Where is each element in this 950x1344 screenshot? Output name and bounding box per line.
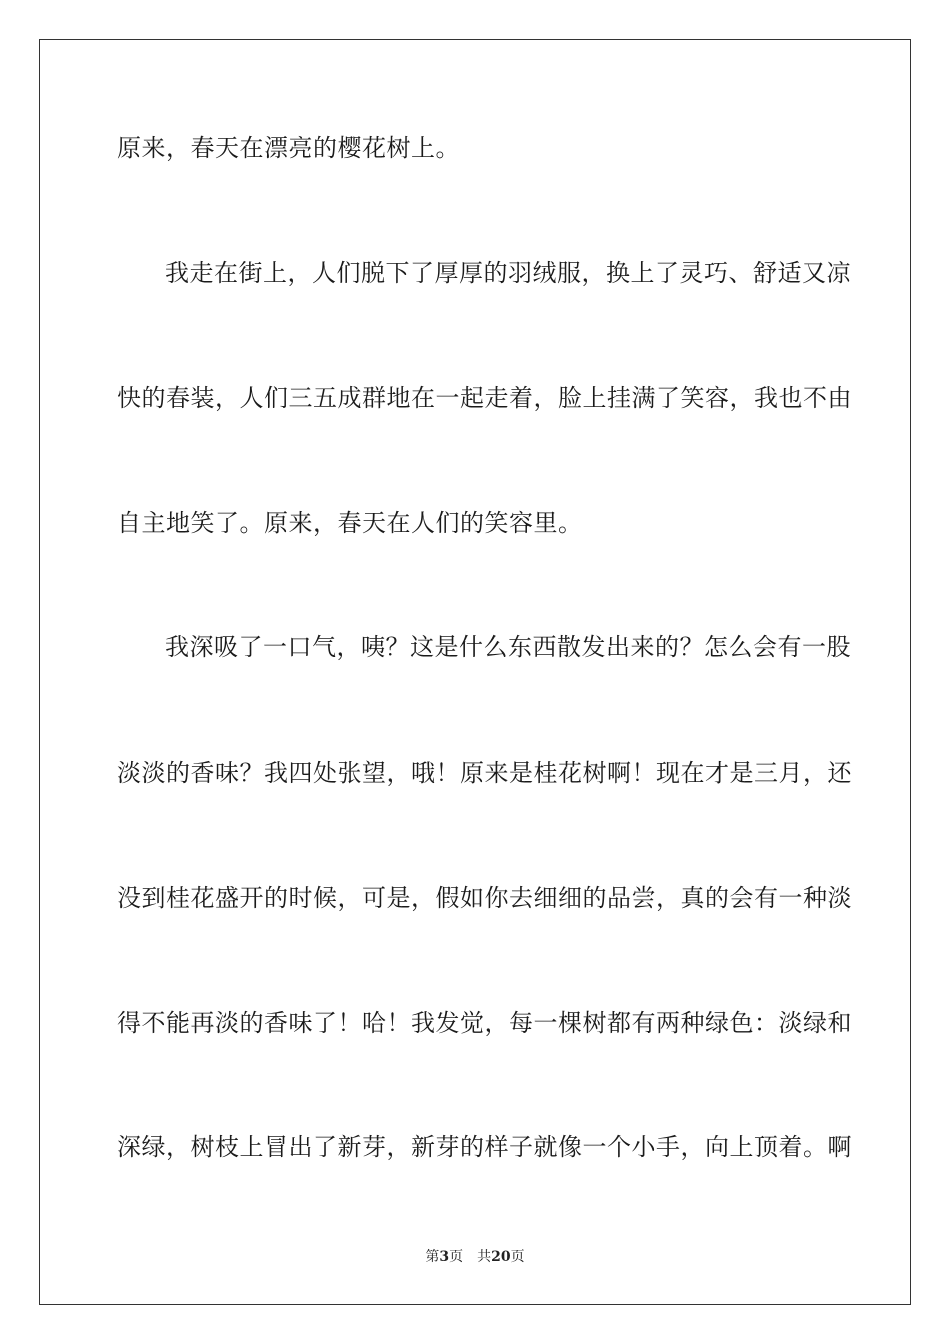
text-line-1: 原来，春天在漂亮的樱花树上。 bbox=[117, 134, 460, 162]
page-prefix: 第 bbox=[425, 1249, 440, 1265]
text-line-9: 深绿，树枝上冒出了新芽，新芽的样子就像一个小手，向上顶着。啊 bbox=[117, 1133, 852, 1161]
total-suffix: 页 bbox=[510, 1249, 525, 1265]
text-line-2: 我走在街上，人们脱下了厚厚的羽绒服，换上了灵巧、舒适又凉 bbox=[165, 259, 851, 287]
text-line-6: 淡淡的香味？我四处张望，哦！原来是桂花树啊！现在才是三月，还 bbox=[117, 759, 852, 787]
page-suffix: 页 bbox=[449, 1249, 464, 1265]
total-pages-number: 20 bbox=[491, 1249, 511, 1265]
page-footer bbox=[0, 1247, 950, 1267]
page-border bbox=[39, 39, 911, 1305]
text-line-5: 我深吸了一口气，咦？这是什么东西散发出来的？怎么会有一股 bbox=[165, 633, 851, 661]
text-line-3: 快的春装，人们三五成群地在一起走着，脸上挂满了笑容，我也不由 bbox=[117, 384, 852, 412]
text-line-7: 没到桂花盛开的时候，可是，假如你去细细的品尝，真的会有一种淡 bbox=[117, 884, 852, 912]
current-page-number: 3 bbox=[439, 1249, 450, 1265]
text-line-8: 得不能再淡的香味了！哈！我发觉，每一棵树都有两种绿色：淡绿和 bbox=[117, 1009, 852, 1037]
total-prefix: 共 bbox=[477, 1249, 492, 1265]
text-line-4: 自主地笑了。原来，春天在人们的笑容里。 bbox=[117, 509, 583, 537]
